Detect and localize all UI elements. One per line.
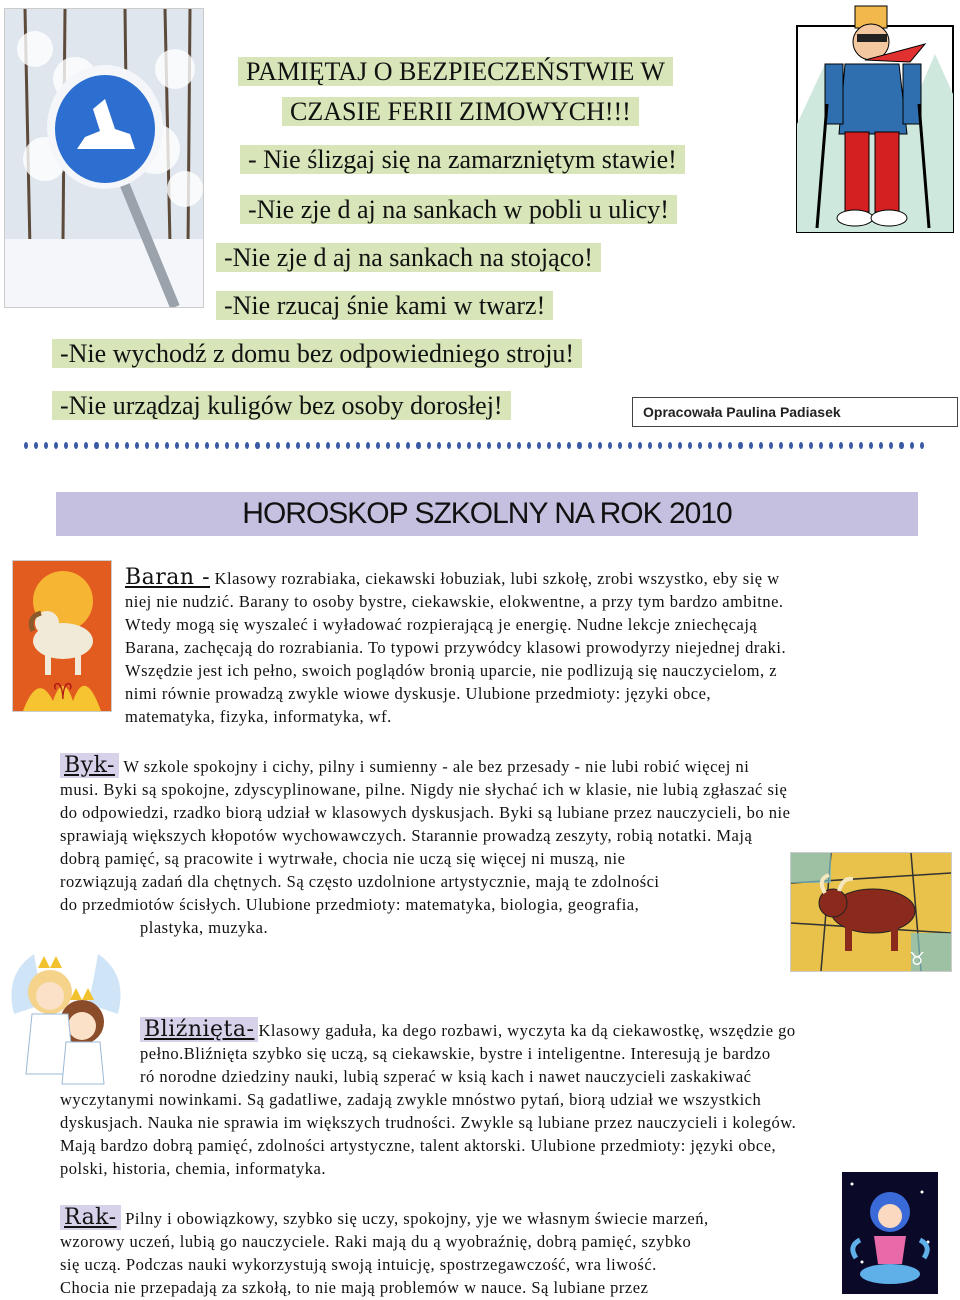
gemini-line-5: dyskusjach. Nauka nie sprawia im większych trudności. Zwykle są lubiane przez nauczycieli i kolegów. bbox=[60, 1113, 797, 1132]
gemini-line-6: Mają bardzo dobrą pamięć, zdolności artystyczne, talent aktorski. Ulubione przedmioty: języki obce, bbox=[60, 1136, 777, 1155]
snowshoe-walker-image bbox=[795, 4, 955, 236]
taurus-line-2: musi. Byki są spokojne, zdyscyplinowane, pilne. Nigdy nie słychać ich w klasie, nie lubią zgłaszać się bbox=[60, 780, 788, 799]
sign-cancer bbox=[60, 1206, 840, 1299]
cancer-line-4: Chocia nie przepadają za szkołą, to nie mają problemów w nauce. Są lubiane przez bbox=[60, 1278, 649, 1297]
gemini-line-3: ró norodne dziedziny nauki, lubią szperać w ksią kach i nawet nauczycieli zaskakiwać bbox=[140, 1067, 752, 1086]
sign-name-cancer: Rak- bbox=[60, 1205, 121, 1230]
sign-name-taurus: Byk- bbox=[60, 753, 119, 778]
dotted-divider bbox=[24, 442, 924, 449]
aries-line-7: matematyka, fizyka, informatyka, wf. bbox=[125, 707, 392, 726]
taurus-line-3: do odpowiedzi, rzadko biorą udział w klasowych dyskusjach. Byki są lubiane przez nauczycieli, bo nie bbox=[60, 803, 791, 822]
aries-ram-picture bbox=[12, 560, 112, 712]
snowmobile-sign-photo bbox=[4, 8, 204, 308]
taurus-line-5: dobrą pamięć, są pracowite i wytrwałe, chocia nie uczą się więcej ni muszą, nie bbox=[60, 849, 626, 868]
svg-text:♉: ♉ bbox=[909, 949, 926, 970]
safety-rule-1: - Nie ślizgaj się na zamarzniętym stawie! bbox=[240, 145, 685, 174]
taurus-line-7: do przedmiotów ścisłych. Ulubione przedmioty: matematyka, biologia, geografia, bbox=[60, 895, 640, 914]
sign-gemini bbox=[60, 1018, 940, 1180]
gemini-line-4: wyczytanymi nowinkami. Są gadatliwe, zadają zwykle mnóstwo pytań, biorą udział we wszystkich bbox=[60, 1090, 762, 1109]
safety-rule-6: -Nie urządzaj kuligów bez osoby dorosłej! bbox=[52, 391, 511, 420]
cancer-line-3: się uczą. Podczas nauki wykorzystują swoją intuicję, spostrzegawczość, wra liwość. bbox=[60, 1255, 657, 1274]
svg-text:♈: ♈ bbox=[53, 680, 73, 705]
sign-aries bbox=[125, 566, 925, 728]
safety-title-line2: CZASIE FERII ZIMOWYCH!!! bbox=[282, 97, 639, 126]
sign-name-gemini: Bliźnięta- bbox=[140, 1017, 258, 1042]
author-credit: Opracowała Paulina Padiasek bbox=[632, 397, 958, 427]
taurus-line-4: sprawiają większych kłopotów wychowawczych. Starannie prowadzą zeszyty, robią notatki. Mają bbox=[60, 826, 753, 845]
gemini-line-2: pełno.Bliźnięta szybko się uczą, są ciekawskie, bystre i inteligentne. Interesują je bardzo bbox=[140, 1044, 771, 1063]
taurus-line-1: W szkole spokojny i cichy, pilny i sumienny - ale bez przesady - nie lubi robić więcej ni bbox=[123, 757, 750, 776]
aries-line-5: Wszędzie jest ich pełno, swoich poglądów bronią uparcie, nie podlizują się nauczycielom, z bbox=[125, 661, 778, 680]
safety-rule-4: -Nie rzucaj śnie kami w twarz! bbox=[216, 291, 553, 320]
aries-line-2: niej nie nudzić. Barany to osoby bystre, ciekawskie, elokwentne, a przy tym bardzo ambitne. bbox=[125, 592, 784, 611]
safety-title-line1: PAMIĘTAJ O BEZPIECZEŃSTWIE W bbox=[238, 57, 673, 86]
aries-line-4: Barana, zachęcają do rozrabiania. To typowi przywódcy klasowi prowodyrzy niejednej draki. bbox=[125, 638, 787, 657]
aries-line-1: Klasowy rozrabiaka, ciekawski łobuziak, lubi szkołę, zrobi wszystko, eby się w bbox=[214, 569, 780, 588]
horoscope-title: HOROSKOP SZKOLNY NA ROK 2010 bbox=[56, 492, 918, 536]
gemini-line-1: Klasowy gaduła, ka dego rozbawi, wyczyta ka dą ciekawostkę, wszędzie go bbox=[258, 1021, 796, 1040]
aries-line-3: Wtedy mogą się wyszaleć i wyładować rozpierającą je energię. Nudne lekcje zniechęcają bbox=[125, 615, 758, 634]
taurus-line-6: rozwiązują zadań dla chętnych. Są często uzdolnione artystycznie, mają te zdolności bbox=[60, 872, 660, 891]
sign-name-aries: Baran - bbox=[125, 565, 211, 590]
taurus-line-8: plastyka, muzyka. bbox=[140, 918, 269, 937]
safety-rule-5: -Nie wychodź z domu bez odpowiedniego stroju! bbox=[52, 339, 582, 368]
cancer-crab-picture bbox=[842, 1172, 938, 1294]
gemini-line-7: polski, historia, chemia, informatyka. bbox=[60, 1159, 326, 1178]
safety-rule-2: -Nie zje d aj na sankach w pobli u ulicy! bbox=[240, 195, 677, 224]
cancer-line-2: wzorowy uczeń, lubią go nauczyciele. Raki mają du ą wyobraźnię, dobrą pamięć, szybko bbox=[60, 1232, 692, 1251]
aries-line-6: nimi równie prowadzą zwykle wiowe dyskusje. Ulubione przedmioty: języki obce, bbox=[125, 684, 712, 703]
safety-rule-3: -Nie zje d aj na sankach na stojąco! bbox=[216, 243, 601, 272]
cancer-line-1: Pilny i obowiązkowy, szybko się uczy, spokojny, yje we własnym świecie marzeń, bbox=[125, 1209, 709, 1228]
taurus-bull-picture bbox=[790, 852, 952, 972]
